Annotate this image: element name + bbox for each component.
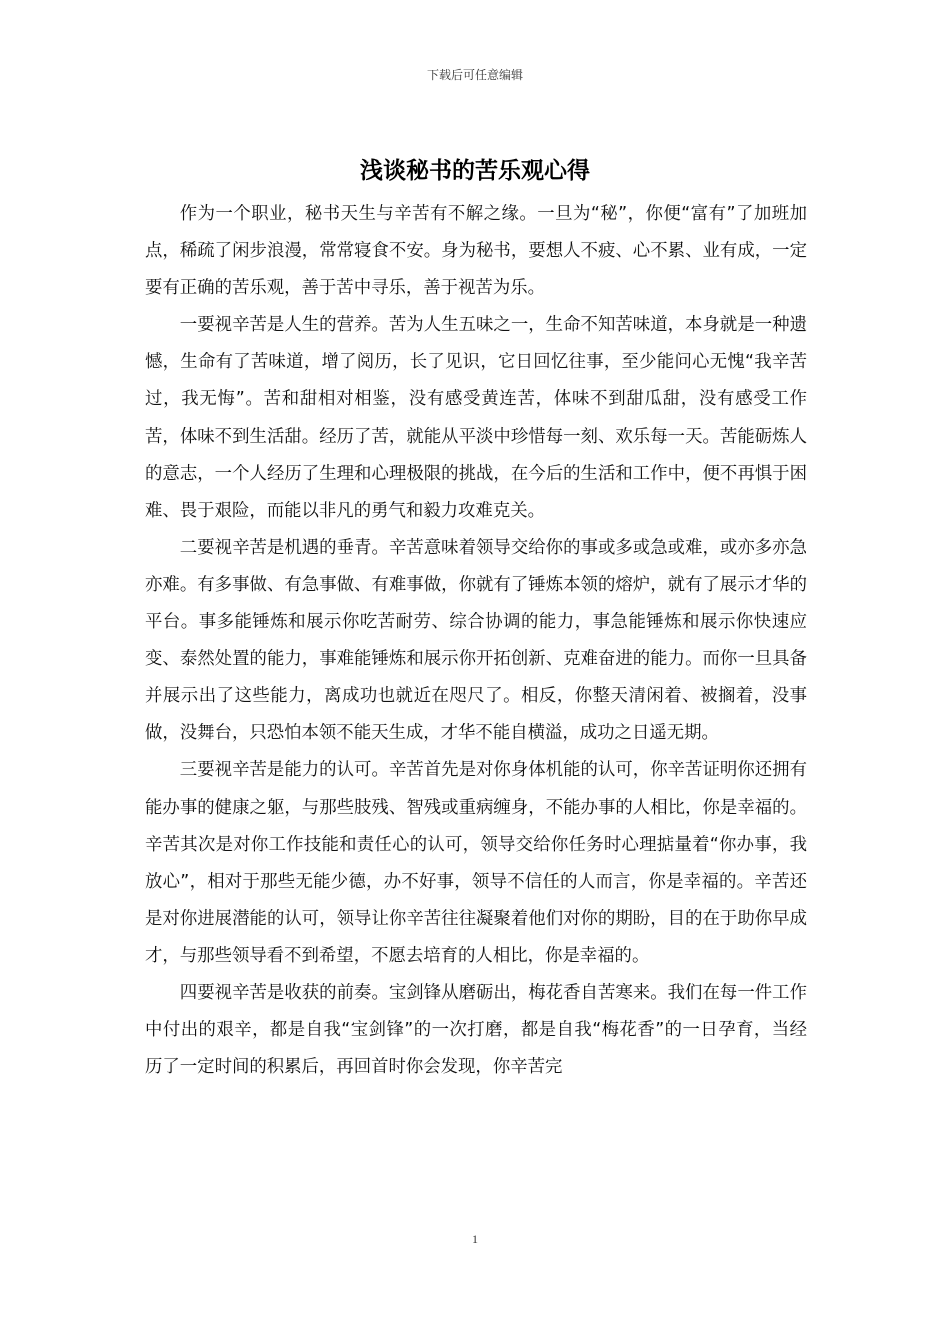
paragraph: 三要视辛苦是能力的认可。辛苦首先是对你身体机能的认可，你辛苦证明你还拥有能办事的健康之躯，与那些肢残、智残或重病缠身，不能办事的人相比，你是幸福的。辛苦其次是对你工作技能和责任心的认可，领导交给你任务时心理掂量着“你办事，我放心”，相对于那些无能少德，办不好事，领导不信任的人而言，你是幸福的。辛苦还是对你进展潜能的认可，领导让你辛苦往往凝聚着他们对你的期盼，目的在于助你早成才，与那些领导看不到希望，不愿去培育的人相比，你是幸福的。	[145, 760, 807, 966]
page-number: 1	[472, 1232, 478, 1246]
paragraph: 作为一个职业，秘书天生与辛苦有不解之缘。一旦为“秘”，你便“富有”了加班加点，稀疏了闲步浪漫，常常寝食不安。身为秘书，要想人不疲、心不累、业有成，一定要有正确的苦乐观，善于苦中寻乐，善于视苦为乐。	[145, 204, 807, 299]
document-title: 浅谈秘书的苦乐观心得	[360, 158, 590, 184]
page-header: 下载后可任意编辑	[426, 68, 523, 82]
document-body	[145, 196, 807, 1086]
paragraph: 二要视辛苦是机遇的垂青。辛苦意味着领导交给你的事或多或急或难，或亦多亦急亦难。有多事做、有急事做、有难事做，你就有了锤炼本领的熔炉，就有了展示才华的平台。事多能锤炼和展示你吃苦耐劳、综合协调的能力，事急能锤炼和展示你快速应变、泰然处置的能力，事难能锤炼和展示你开拓创新、克难奋进的能力。而你一旦具备并展示出了这些能力，离成功也就近在咫尺了。相反，你整天清闲着、被搁着，没事做，没舞台，只恐怕本领不能天生成，才华不能自横溢，成功之日遥无期。	[145, 537, 807, 744]
paragraph: 四要视辛苦是收获的前奏。宝剑锋从磨砺出，梅花香自苦寒来。我们在每一件工作中付出的艰辛，都是自我“宝剑锋”的一次打磨，都是自我“梅花香”的一日孕育，当经历了一定时间的积累后，再回首时你会发现，你辛苦完	[145, 982, 807, 1078]
paragraph: 一要视辛苦是人生的营养。苦为人生五味之一，生命不知苦味道，本身就是一种遗憾，生命有了苦味道，增了阅历，长了见识，它日回忆往事，至少能问心无愧“我辛苦过，我无悔”。苦和甜相对相鉴，没有感受黄连苦，体味不到甜瓜甜，没有感受工作苦，体味不到生活甜。经历了苦，就能从平淡中珍惜每一刻、欢乐每一天。苦能砺炼人的意志，一个人经历了生理和心理极限的挑战，在今后的生活和工作中，便不再惧于困难、畏于艰险，而能以非凡的勇气和毅力攻难克关。	[145, 315, 807, 521]
